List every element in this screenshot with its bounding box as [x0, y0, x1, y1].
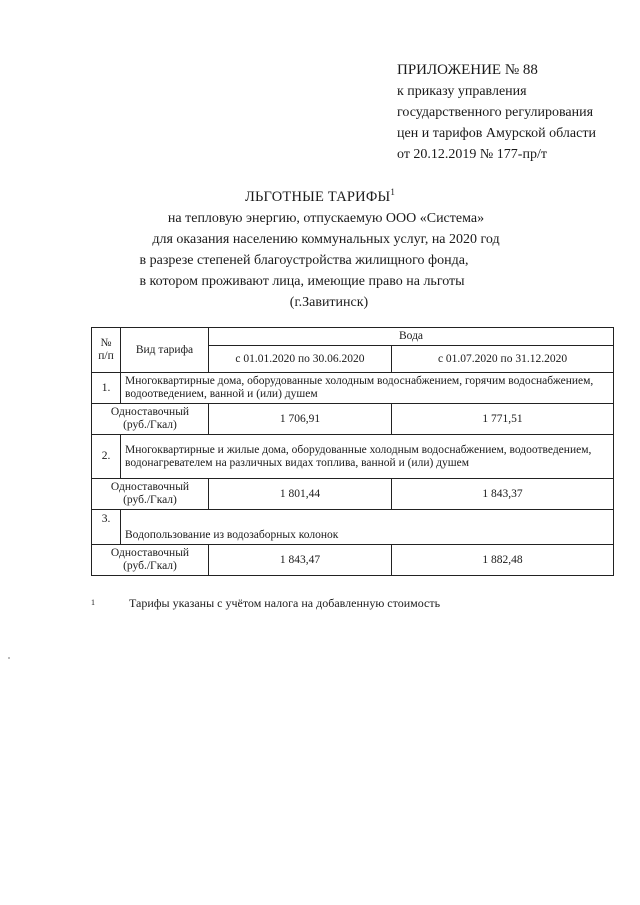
- title-line: в разрезе степеней благоустройства жилищного фонда,: [139, 253, 469, 268]
- section-num: 2.: [92, 435, 121, 479]
- table-section-row: [92, 373, 614, 404]
- appendix-line: от 20.12.2019 № 177-пр/т: [397, 147, 547, 162]
- tariff-type: Одноставочный: [110, 547, 190, 559]
- tariff-type-cell: [92, 479, 209, 510]
- table-header-row: [92, 328, 614, 346]
- header-water: Вода: [209, 328, 614, 346]
- tariff-table: [91, 327, 614, 576]
- section-description: Многоквартирные дома, оборудованные холодным водоснабжением, горячим водоснабжением, водоотведением, ванной и (или) душем: [121, 373, 614, 404]
- footnote-mark: 1: [91, 598, 95, 607]
- title-city: (г.Завитинск): [289, 295, 369, 310]
- tariff-type-cell: [92, 545, 209, 576]
- tariff-unit: (руб./Гкал): [123, 419, 177, 431]
- table-row: [92, 404, 614, 435]
- table-section-row: [92, 510, 614, 545]
- title-main: ЛЬГОТНЫЕ ТАРИФЫ: [244, 189, 391, 205]
- appendix-heading: ПРИЛОЖЕНИЕ № 88: [397, 62, 538, 78]
- appendix-line: государственного регулирования: [397, 105, 594, 120]
- section-description: Водопользование из водозаборных колонок: [121, 510, 614, 545]
- header-period-2: с 01.07.2020 по 31.12.2020: [392, 346, 614, 373]
- header-period-1: с 01.01.2020 по 30.06.2020: [209, 346, 392, 373]
- section-description: Многоквартирные и жилые дома, оборудованные холодным водоснабжением, водоотведением, водонагревателем на различных видах топлива, ванной и (или) душем: [121, 435, 614, 479]
- document-title: [0, 187, 640, 313]
- title-line: на тепловую энергию, отпускаемую ООО «Система»: [167, 211, 485, 226]
- title-footnote-ref: 1: [390, 187, 396, 198]
- tariff-value-period-2: 1 771,51: [392, 404, 614, 435]
- tariff-unit: (руб./Гкал): [123, 560, 177, 572]
- section-num: 3.: [92, 510, 121, 545]
- section-num: 1.: [92, 373, 121, 404]
- appendix-header: [397, 60, 637, 165]
- title-line: в котором проживают лица, имеющие право на льготы: [139, 274, 465, 289]
- tariff-type-cell: [92, 404, 209, 435]
- footnote: [91, 596, 611, 610]
- title-line: для оказания населению коммунальных услуг, на 2020 год: [152, 232, 500, 247]
- tariff-value-period-1: 1 706,91: [209, 404, 392, 435]
- tariff-value-period-1: 1 801,44: [209, 479, 392, 510]
- table-section-row: [92, 435, 614, 479]
- appendix-line: к приказу управления: [397, 84, 527, 99]
- tariff-type: Одноставочный: [110, 481, 190, 493]
- tariff-value-period-2: 1 843,37: [392, 479, 614, 510]
- header-type: Вид тарифа: [121, 328, 209, 373]
- appendix-line: цен и тарифов Амурской области: [397, 126, 596, 141]
- tariff-type: Одноставочный: [110, 406, 190, 418]
- title-main-line: [0, 187, 640, 208]
- table-row: [92, 545, 614, 576]
- header-num: № п/п: [92, 328, 121, 373]
- table-row: [92, 479, 614, 510]
- tariff-value-period-1: 1 843,47: [209, 545, 392, 576]
- scan-speck: [8, 657, 10, 659]
- tariff-value-period-2: 1 882,48: [392, 545, 614, 576]
- tariff-unit: (руб./Гкал): [123, 494, 177, 506]
- footnote-text: Тарифы указаны с учётом налога на добавленную стоимость: [129, 596, 441, 610]
